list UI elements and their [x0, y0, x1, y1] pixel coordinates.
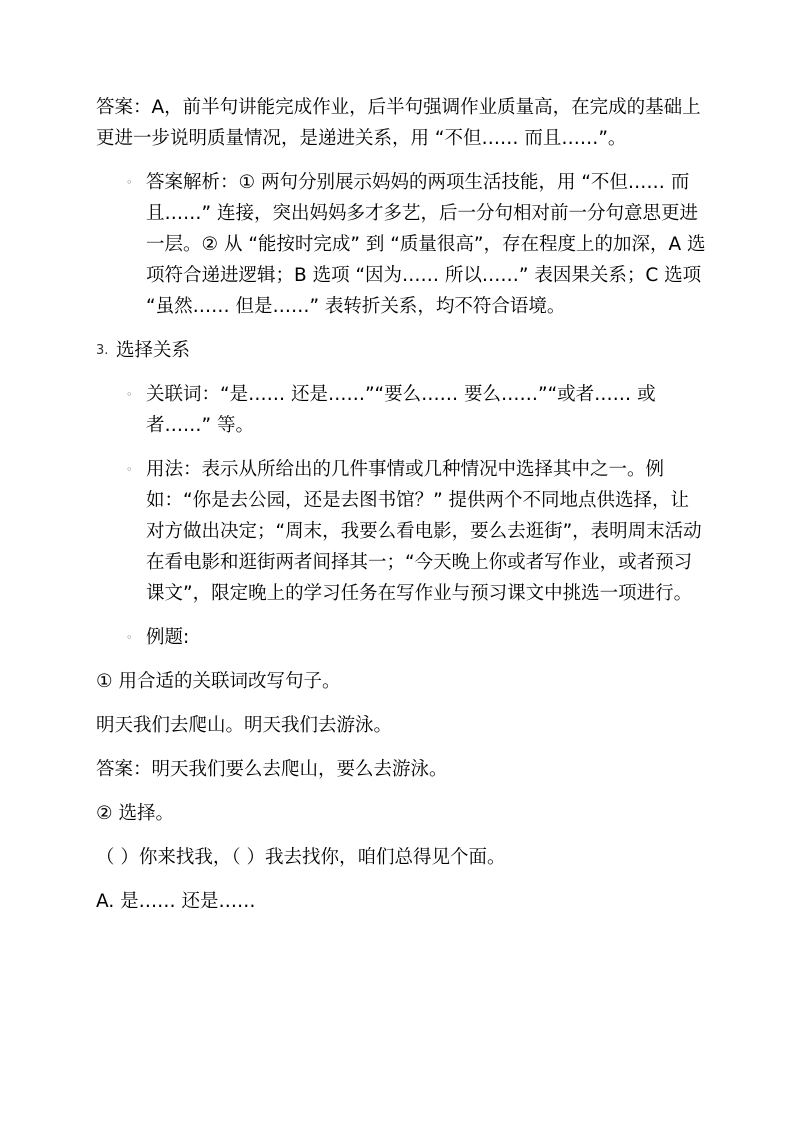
section-heading — [96, 335, 706, 366]
bullet-icon: ◦ — [126, 631, 133, 644]
question-1-sentence: 明天我们去爬山。明天我们去游泳。 — [96, 715, 393, 736]
section-sub-list — [126, 379, 706, 653]
list-item — [126, 622, 706, 653]
bullet-icon: ◦ — [126, 176, 133, 189]
analysis-paragraph: 答案解析：① 两句分别展示妈妈的两项生活技能，用 “不但…… 而且……” 连接，突出妈妈多才多艺，后一分句相对前一分句意思更进一层。② 从 “能按时完成” 到 “质量很高”，存在程度上的加深，A 选项符合递进逻辑；B 选项 “因为…… 所以……” 表因果关系；C 选项 “虽然…… 但是……” 表转折关系，均不符合语境。 — [146, 172, 706, 317]
question-2: ② 选择。 — [96, 803, 174, 824]
section-title: 选择关系 — [116, 340, 191, 361]
list-item — [126, 454, 706, 609]
document-content — [96, 92, 706, 930]
bullet-icon: ◦ — [126, 463, 133, 476]
section-number: 3. — [96, 343, 109, 358]
list-item — [126, 379, 706, 441]
question-2-sentence: （ ）你来找我，（ ）我去找你，咱们总得见个面。 — [96, 847, 506, 868]
example-label: 例题: — [146, 627, 190, 648]
question-2-option-a: A. 是…… 还是…… — [96, 891, 256, 912]
relation-words-paragraph: 关联词：“是…… 还是……”“要么…… 要么……”“或者…… 或者……” 等。 — [146, 384, 656, 436]
answer-paragraph: 答案：A，前半句讲能完成作业，后半句强调作业质量高，在完成的基础上更进一步说明质量情况，是递进关系，用 “不但…… 而且……”。 — [96, 97, 701, 149]
question-1-answer: 答案：明天我们要么去爬山，要么去游泳。 — [96, 759, 448, 780]
bullet-icon: ◦ — [126, 388, 133, 401]
answer-sub-list — [126, 167, 706, 322]
question-1: ① 用合适的关联词改写句子。 — [96, 671, 341, 692]
usage-paragraph: 用法：表示从所给出的几件事情或几种情况中选择其中之一。例如：“你是去公园，还是去图书馆？” 提供两个不同地点供选择，让对方做出决定；“周末，我要么看电影，要么去逛街”，表明周末活动在看电影和逛街两者间择其一；“今天晚上你或者写作业，或者预习课文”，限定晚上的学习任务在写作业与预习课文中挑选一项进行。 — [146, 459, 702, 604]
list-item — [126, 167, 706, 322]
